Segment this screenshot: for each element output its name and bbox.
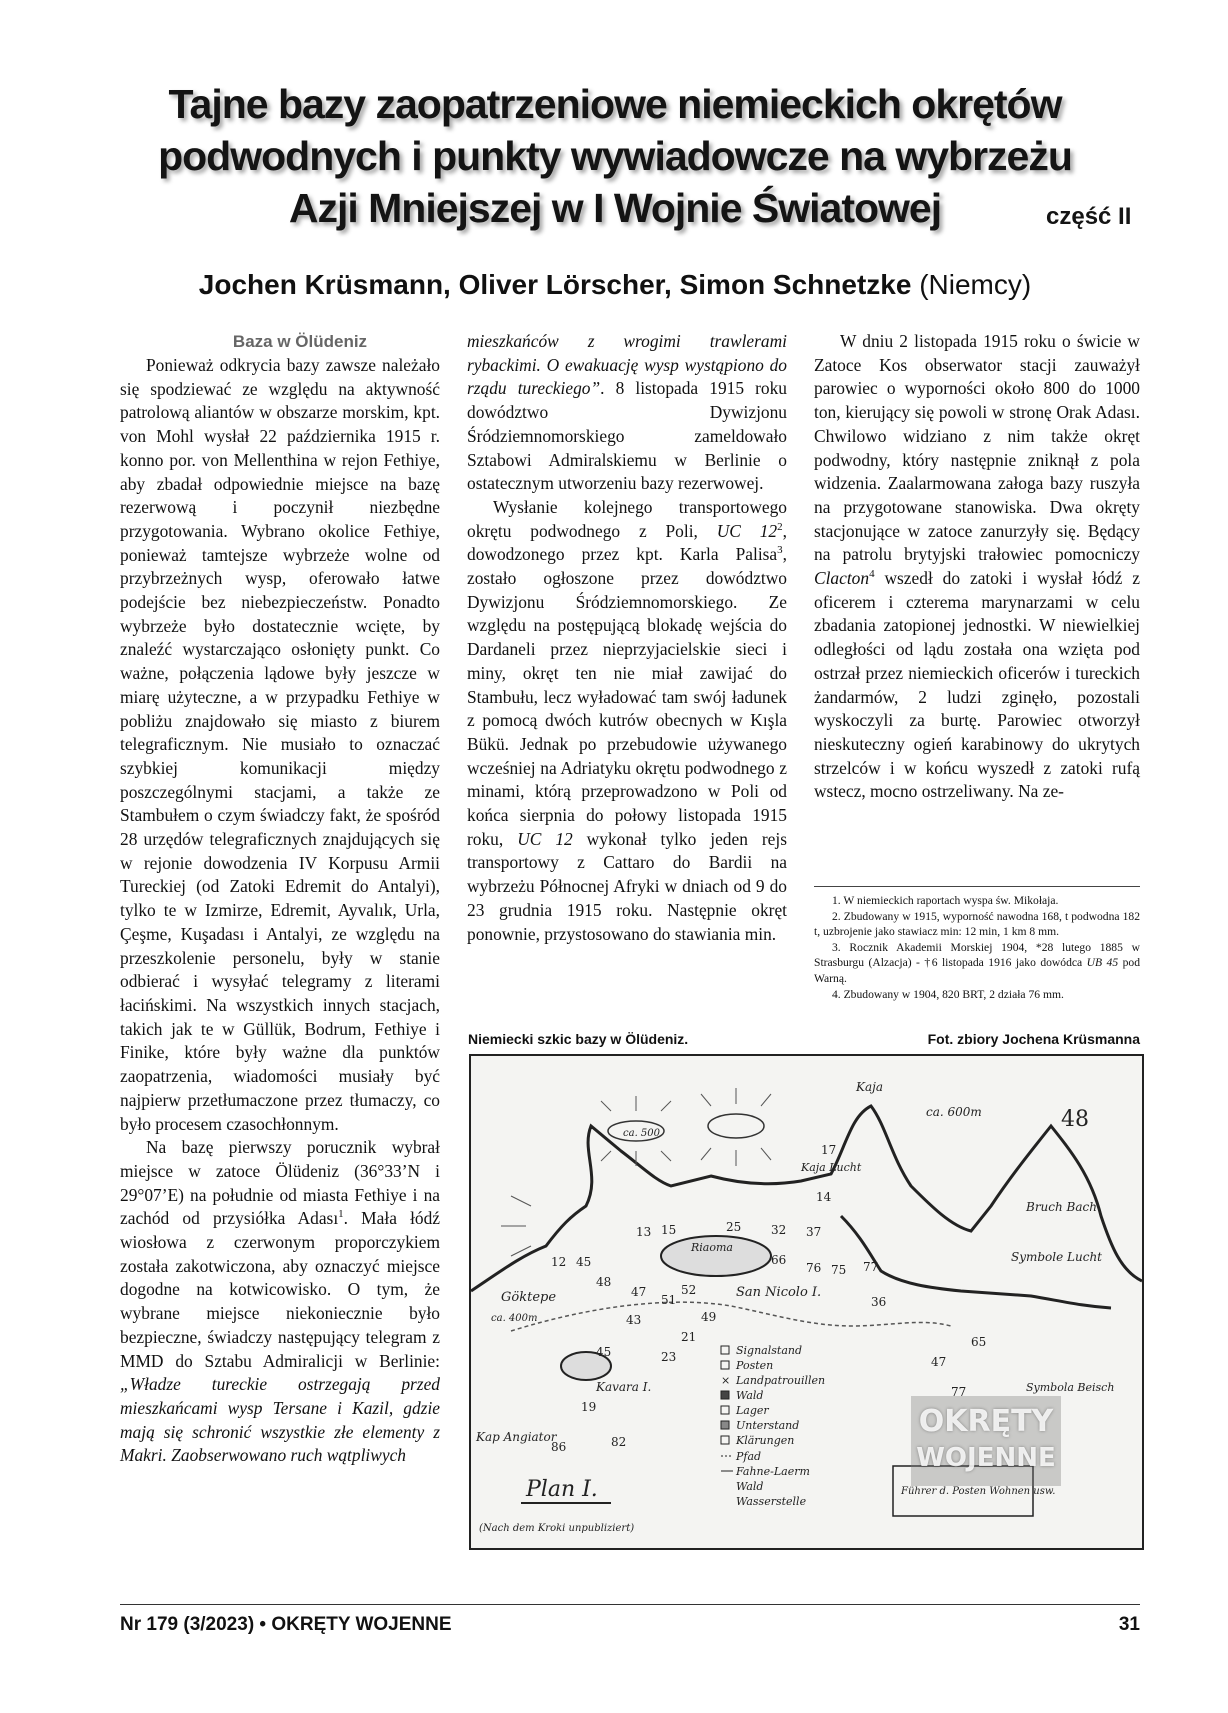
- section-heading: Baza w Ölüdeniz: [232, 332, 368, 351]
- text-column-3: [814, 330, 1140, 804]
- legend-item: Wald: [736, 1389, 764, 1402]
- vessel-name: UC 12: [517, 828, 573, 849]
- depth-value: 47: [931, 1355, 947, 1369]
- depth-value: 47: [631, 1285, 647, 1299]
- depth-value: 48: [596, 1275, 612, 1289]
- depth-value: 15: [661, 1223, 677, 1237]
- text-span: , dowodzonego przez kpt. Karla Palisa: [467, 520, 787, 565]
- figure-caption: Niemiecki szkic bazy w Ölüdeniz.: [468, 1031, 689, 1047]
- watermark-line-1: OKRĘTY: [918, 1404, 1054, 1439]
- depth-value: 82: [611, 1435, 627, 1449]
- footnote-ref[interactable]: 4: [869, 568, 875, 581]
- depth-value: 36: [871, 1295, 887, 1309]
- depth-value: 52: [681, 1283, 697, 1297]
- map-label-symbola-beisch: Symbola Beisch: [1026, 1381, 1115, 1394]
- depth-value: 77: [863, 1260, 879, 1274]
- title-line-3: Azji Mniejszej w I Wojnie Światowej: [288, 185, 942, 231]
- footer-issue: Nr 179 (3/2023) • OKRĘTY WOJENNE: [120, 1614, 452, 1635]
- map-label-hill2: ca. 400m: [491, 1313, 538, 1324]
- map-legend: [721, 1344, 825, 1508]
- vessel-name: UC 12: [716, 520, 778, 541]
- text-span: . Mała łódź wiosłowa z czerwonym proporczykiem została zakotwiczona, aby oznaczyć miejsce dogodne na kotwicowisko. O tym, że wybrane miejsce niekoniecznie było bezpieczne, świadczy następujący telegram z MMD do Sztabu Admiralicji w Berlinie:: [120, 1208, 441, 1371]
- legend-item: Pfad: [736, 1450, 762, 1463]
- vessel-name: Clacton: [814, 568, 870, 589]
- quote-text: mieszkańców z wrogimi trawlerami rybackimi. O ewakuację wysp wystąpiono do rządu tureckiego”: [467, 331, 787, 399]
- author-names: Jochen Krüsmann, Oliver Lörscher, Simon Schnetzke: [198, 269, 912, 300]
- quote-text: „Władze tureckie ostrzegają przed mieszkańcami wysp Tersane i Kazil, gdzie mają się schronić wszystkie złe elementy z Makri. Zaobserwowano ruch wątpliwych: [120, 1374, 440, 1466]
- map-page-number: 48: [1061, 1107, 1089, 1132]
- map-plan-note: (Nach dem Kroki unpubliziert): [479, 1523, 635, 1534]
- footnote-1: 1. W niemieckich raportach wyspa św. Mikołaja.: [832, 894, 1059, 907]
- map-label-bruch: Bruch Bach: [1026, 1200, 1097, 1214]
- author-line: [150, 268, 1080, 302]
- hill-2: [708, 1114, 764, 1138]
- footnote-4: 4. Zbudowany w 1904, 820 BRT, 2 działa 76 mm.: [832, 987, 1064, 1001]
- map-sketch: [469, 1054, 1144, 1550]
- depth-value: 49: [701, 1310, 717, 1324]
- depth-value: 17: [821, 1143, 837, 1157]
- legend-symbol: ×: [721, 1374, 731, 1387]
- map-label-gokkaje: Göktepe: [501, 1290, 557, 1305]
- legend-item: Wald: [736, 1480, 764, 1493]
- depth-value: 66: [771, 1253, 787, 1267]
- map-label-kap: Kap Angiator: [476, 1430, 557, 1444]
- footnotes: [814, 886, 1140, 1002]
- author-country: (Niemcy): [919, 269, 1032, 300]
- footnote-ref[interactable]: 2: [777, 520, 783, 533]
- depth-value: 21: [681, 1330, 697, 1344]
- article-title: [150, 78, 1080, 234]
- text-span: 3. Rocznik Akademii Morskiej 1904, *28 lutego 1885 w Strasburgu (Alzacja) - †6 listopada 1916 jako dowódca: [814, 940, 1140, 970]
- depth-value: 75: [831, 1263, 847, 1277]
- legend-item: Klärungen: [736, 1434, 795, 1447]
- depth-value: 86: [551, 1440, 567, 1454]
- depth-value: 12: [551, 1255, 567, 1269]
- depth-value: 25: [726, 1220, 742, 1234]
- depth-value: 43: [626, 1313, 642, 1327]
- depth-value: 13: [636, 1225, 652, 1239]
- depth-value: 65: [971, 1335, 987, 1349]
- map-label-kaja: Kaja: [856, 1080, 883, 1094]
- footnote-2: 2. Zbudowany w 1915, wyporność nawodna 168, t podwodna 182 t, uzbrojenie jako stawiacz min: 12 min, 1 km 8 mm.: [814, 909, 1140, 939]
- depth-value: 51: [661, 1293, 677, 1307]
- map-label-symbole: Symbole Lucht: [1011, 1250, 1103, 1264]
- paragraph: [120, 1136, 440, 1468]
- map-label-kaja-lucht: Kaja Lucht: [801, 1161, 862, 1174]
- text-span: W dniu 2 listopada 1915 roku o świcie w Zatoce Kos obserwator stacji zauważył parowiec o wyporności około 800 do 1000 ton, kierujący się powoli w stronę Orak Adası. Chwilowo widziano z nim także okręt podwodny, który następnie zniknął z pola widzenia. Zaalarmowana załoga bazy ruszyła na przygotowane stanowiska. Dwa okręty stacjonujące w zatoce zanurzyły się. Będący na patrolu brytyjski trałowiec pomocniczy: [814, 331, 1140, 565]
- text-span: . 8 listopada 1915 roku dowództwo Dywizjonu Śródziemnomorskiego zameldowało Sztabowi Admiralskiemu w Berlinie o ostatecznym utworzeniu bazy rezerwowej.: [467, 378, 787, 494]
- text-span: Na bazę pierwszy porucznik wybrał miejsce w zatoce Ölüdeniz (36°33’N i 29°07’E) na południe od miasta Fethiye i na zachód od przysiółka Adası: [120, 1137, 440, 1229]
- depth-value: 76: [806, 1261, 822, 1275]
- map-label-riaoma: Riaoma: [691, 1241, 733, 1254]
- footnote-ref[interactable]: 3: [777, 544, 783, 557]
- legend-item: Unterstand: [736, 1419, 800, 1432]
- depth-value: 23: [661, 1350, 677, 1364]
- text-span: Wysłanie kolejnego transportowego okrętu podwodnego z Poli,: [467, 496, 787, 541]
- paragraph: [467, 496, 787, 946]
- watermark: [911, 1396, 1061, 1486]
- paragraph: Ponieważ odkrycia bazy zawsze należało się spodziewać ze względu na aktywność patrolową aliantów w obszarze morskim, kpt. von Mohl wysłał 22 października 1915 r. konno por. von Mellenthina w rejon Fethiye, aby zbadał odpowiednie miejsce na bazę rezerwową i poczynił niezbędne przygotowania. Wybrano okolice Fethiye, ponieważ tamtejsze wybrzeże wolne od przybrzeżnych wysp, oferowało łatwe podejście bez niebezpieczeństw. Ponadto wybrzeże było dostatecznie wcięte, by znaleźć wystarczająco osłonięty punkt. Co ważne, połączenia lądowe były jeszcze w miarę użyteczne, a w przypadku Fethiye w pobliżu znajdowało się miasto z biurem telegraficznym. Nie musiało to oznaczać szybkiej komunikacji między poszczególnymi stacjami, a także ze Stambułem o czym świadczy fakt, że spośród 28 urzędów telegraficznych znajdujących się w rejonie dowodzenia IV Korpusu Armii Tureckiej (od Zatoki Edremit do Antalyi), tylko te w Izmirze, Edremit, Ayvalık, Urla, Çeşme, Kuşadası i Antalyi, ze względu na przeszkolenie personelu, były w stanie odbierać i wysyłać telegramy z literami łacińskimi. Na wszystkich innych stacjach, takich jak te w Güllük, Bodrum, Fethiye i Finike, które były ważne dla punktów zaopatrzenia, wiadomości musiały być najpierw przetłumaczone przez tłumaczy, co było procesem czasochłonnym.: [120, 355, 440, 1134]
- photo-credit: Fot. zbiory Jochena Krüsmanna: [927, 1031, 1140, 1047]
- depth-value: 37: [806, 1225, 822, 1239]
- legend-item: Signalstand: [736, 1344, 803, 1357]
- title-line-1: Tajne bazy zaopatrzeniowe niemieckich okrętów: [168, 81, 1062, 127]
- depth-value: 77: [951, 1385, 967, 1399]
- footnote-ref[interactable]: 1: [338, 1208, 344, 1221]
- vessel-name: UB 45: [1086, 956, 1119, 970]
- paragraph: [467, 330, 787, 496]
- text-span: , zostało ogłoszone przez dowództwo Dywizjonu Śródziemnomorskiego. Ze względu na postępującą blokadę wejścia do Dardaneli przez nieprzyjacielskie sieci i miny, okręt ten nie miał zawijać do Stambułu, lecz wyładować tam swój ładunek z pomocą dwóch kutrów obecnych w Kışla Bükü. Jednak po przebudowie używanego wcześniej na Adriatyku okrętu podwodnego z minami, którą przeprowadzono w Poli od końca sierpnia do połowy listopada 1915 roku,: [467, 544, 787, 849]
- footer-rule: [120, 1604, 1140, 1605]
- paragraph: [814, 330, 1140, 804]
- text-span: wszedł do zatoki i wysłał łódź z oficerem i czterema marynarzami w celu zbadania zatopionej jednostki. W niewielkiej odległości od lądu została ona wzięta pod ostrzał przez niemieckich oficerów i tureckich żandarmów, 2 ludzi zginęło, pozostali wyskoczyli za burtę. Parowiec otworzył nieskuteczny ogień karabinowy do ukrytych strzelców i w końcu wyszedł z zatoki rufą wstecz, mocno ostrzeliwany. Na ze-: [814, 568, 1140, 802]
- depth-value: 45: [576, 1255, 592, 1269]
- map-label-depth: ca. 600m: [926, 1105, 982, 1119]
- depth-value: 14: [816, 1190, 832, 1204]
- text-span: wykonał tylko jeden rejs transportowy z Cattaro do Bardii na wybrzeżu Północnej Afryki w dniach od 9 do 23 grudnia 1915 roku. Następnie okręt ponownie, przystosowano do stawiania min.: [467, 828, 787, 944]
- legend-item: Lager: [736, 1404, 769, 1417]
- text-column-2: [467, 330, 787, 946]
- map-label-san-nicolo: San Nicolo I.: [736, 1285, 822, 1300]
- legend-item: Posten: [736, 1359, 774, 1372]
- legend-item: Wasserstelle: [736, 1495, 807, 1508]
- text-column-1: [120, 330, 440, 1468]
- article-part: część II: [1046, 203, 1132, 230]
- legend-item: Landpatrouillen: [736, 1374, 826, 1387]
- map-label-kavara: Kavara I.: [596, 1380, 652, 1394]
- page-number: 31: [1118, 1614, 1140, 1635]
- legend-note: Führer d. Posten Wohnen usw.: [901, 1486, 1056, 1497]
- watermark-line-2: WOJENNE: [916, 1443, 1056, 1473]
- text-span: pod Warną.: [814, 956, 1140, 985]
- map-plan-title: Plan I.: [526, 1477, 598, 1502]
- legend-item: Fahne-Laerm: [736, 1465, 810, 1478]
- depth-value: 32: [771, 1223, 787, 1237]
- depth-value: 19: [581, 1400, 597, 1414]
- title-line-2: podwodnych i punkty wywiadowcze na wybrzeżu: [158, 133, 1072, 179]
- depth-value: 45: [596, 1345, 612, 1359]
- map-label-hill: ca. 500: [623, 1128, 661, 1139]
- footnote-3: [814, 940, 1140, 987]
